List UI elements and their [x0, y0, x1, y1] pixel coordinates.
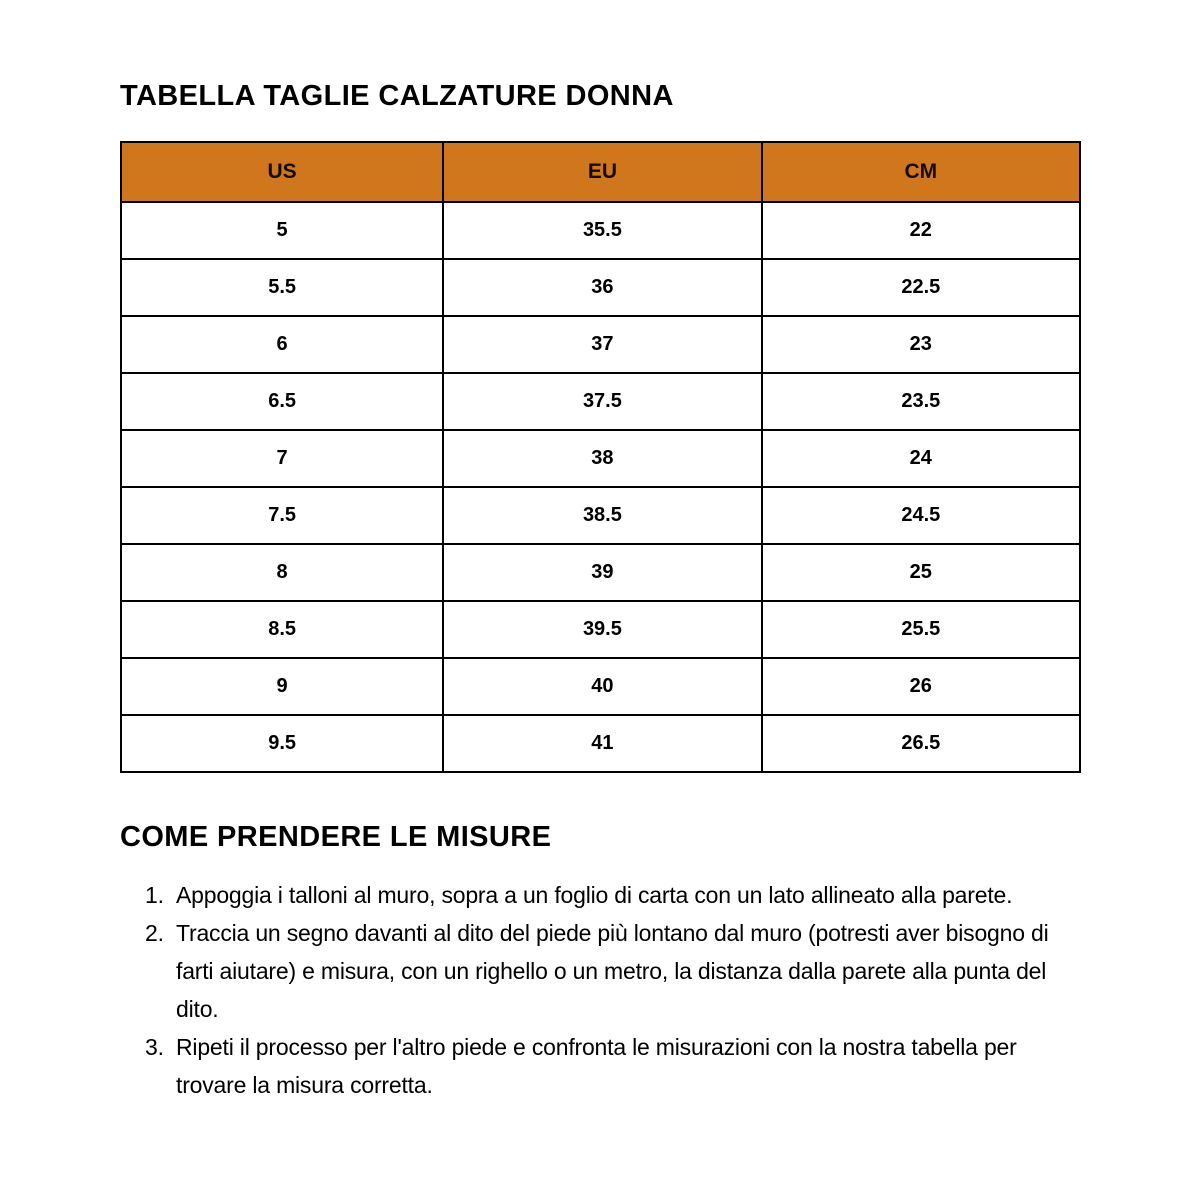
table-cell-cm: 26: [762, 658, 1080, 715]
table-row: [121, 658, 1080, 715]
table-row: [121, 430, 1080, 487]
table-cell-us: 6.5: [121, 373, 443, 430]
instructions-title: COME PRENDERE LE MISURE: [120, 821, 552, 853]
table-cell-us: 8.5: [121, 601, 443, 658]
table-cell-cm: 26.5: [762, 715, 1080, 772]
table-cell-cm: 25: [762, 544, 1080, 601]
table-cell-eu: 38.5: [443, 487, 761, 544]
table-row: [121, 373, 1080, 430]
table-title: TABELLA TAGLIE CALZATURE DONNA: [120, 80, 674, 112]
table-cell-eu: 41: [443, 715, 761, 772]
instruction-step: 3. Ripeti il processo per l'altro piede e confronta le misurazioni con la nostra tabella per trovare la misura corretta.: [170, 1028, 1081, 1104]
table-cell-eu: 37: [443, 316, 761, 373]
table-header-row: [121, 142, 1080, 202]
table-cell-us: 5: [121, 202, 443, 259]
table-cell-us: 9.5: [121, 715, 443, 772]
instruction-step: 2. Traccia un segno davanti al dito del piede più lontano dal muro (potresti aver bisogno di farti aiutare) e misura, con un righello o un metro, la distanza dalla parete alla punta del dito.: [170, 914, 1081, 1028]
table-cell-eu: 35.5: [443, 202, 761, 259]
table-cell-eu: 36: [443, 259, 761, 316]
table-cell-eu: 39: [443, 544, 761, 601]
table-row: [121, 544, 1080, 601]
table-cell-eu: 38: [443, 430, 761, 487]
table-row: [121, 259, 1080, 316]
table-cell-us: 7: [121, 430, 443, 487]
table-cell-us: 6: [121, 316, 443, 373]
table-row: [121, 715, 1080, 772]
size-table: [120, 141, 1081, 773]
table-cell-cm: 23.5: [762, 373, 1080, 430]
table-cell-cm: 24: [762, 430, 1080, 487]
table-row: [121, 487, 1080, 544]
table-row: [121, 202, 1080, 259]
header-cell-cm: CM: [762, 142, 1080, 202]
instruction-step: 1. Appoggia i talloni al muro, sopra a un foglio di carta con un lato allineato alla parete.: [170, 876, 1081, 914]
table-cell-cm: 22.5: [762, 259, 1080, 316]
table-row: [121, 316, 1080, 373]
table-cell-cm: 22: [762, 202, 1080, 259]
header-cell-us: US: [121, 142, 443, 202]
table-cell-us: 9: [121, 658, 443, 715]
instructions-list: [120, 876, 1081, 1104]
table-cell-cm: 25.5: [762, 601, 1080, 658]
table-cell-cm: 23: [762, 316, 1080, 373]
header-cell-eu: EU: [443, 142, 761, 202]
table-cell-eu: 37.5: [443, 373, 761, 430]
table-cell-cm: 24.5: [762, 487, 1080, 544]
table-cell-us: 7.5: [121, 487, 443, 544]
table-cell-eu: 40: [443, 658, 761, 715]
table-row: [121, 601, 1080, 658]
table-cell-eu: 39.5: [443, 601, 761, 658]
table-cell-us: 8: [121, 544, 443, 601]
table-cell-us: 5.5: [121, 259, 443, 316]
